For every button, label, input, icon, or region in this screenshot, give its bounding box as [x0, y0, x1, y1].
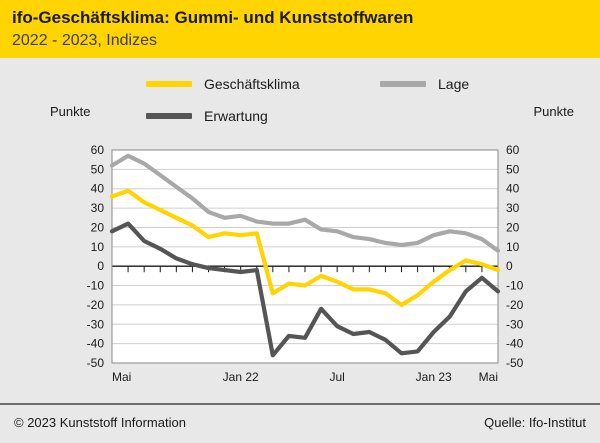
footer-copyright: © 2023 Kunststoff Information	[14, 415, 186, 430]
legend-item-erwartung	[146, 108, 268, 124]
y-tick-label-left: 50	[90, 162, 104, 177]
page-title: ifo-Geschäftsklima: Gummi- und Kunststoffwaren	[12, 8, 414, 27]
y-tick-label-left: 40	[90, 181, 104, 196]
footer-source: Quelle: Ifo-Institut	[484, 415, 586, 430]
y-tick-label-right: 40	[506, 181, 520, 196]
y-tick-label-left: -10	[86, 278, 104, 293]
legend-label-geschaeftsklima: Geschäftsklima	[204, 76, 300, 92]
legend-item-lage	[380, 76, 469, 92]
y-tick-label-right: 20	[506, 220, 520, 235]
y-tick-label-right: -40	[506, 336, 524, 351]
legend-label-erwartung: Erwartung	[204, 108, 268, 124]
header-banner	[0, 0, 600, 58]
y-tick-label-right: 0	[506, 259, 513, 274]
y-tick-label-right: 10	[506, 239, 520, 254]
y-tick-label-right: -10	[506, 278, 524, 293]
y-tick-label-right: -30	[506, 317, 524, 332]
footer-bar	[0, 403, 600, 443]
y-tick-label-right: 50	[506, 162, 520, 177]
chart-svg	[0, 128, 600, 393]
y-tick-label-left: 60	[90, 143, 104, 157]
y-tick-label-right: 60	[506, 143, 520, 157]
x-axis-label: Jan 23	[415, 370, 452, 384]
y-axis-unit-right: Punkte	[533, 104, 574, 119]
y-tick-label-right: -20	[506, 297, 524, 312]
legend-swatch-lage	[380, 81, 426, 87]
x-axis-label: Jul	[329, 370, 345, 384]
y-tick-label-right: -50	[506, 356, 524, 370]
x-axis-label: Mai	[112, 370, 132, 384]
legend-label-lage: Lage	[438, 76, 470, 92]
y-tick-label-right: 30	[506, 201, 520, 216]
legend-swatch-erwartung	[146, 113, 192, 119]
y-tick-label-left: 30	[90, 201, 104, 216]
y-tick-label-left: -20	[86, 297, 104, 312]
y-tick-label-left: 10	[90, 239, 104, 254]
y-axis-unit-left: Punkte	[50, 104, 91, 119]
y-tick-label-left: 20	[90, 220, 104, 235]
y-tick-label-left: -50	[86, 356, 104, 370]
legend-swatch-geschaeftsklima	[146, 81, 192, 87]
plot-area	[0, 128, 600, 393]
page-subtitle: 2022 - 2023, Indizes	[12, 32, 157, 49]
y-tick-label-left: -30	[86, 317, 104, 332]
x-axis-label: Mai	[478, 370, 498, 384]
x-axis-label: Jan 22	[222, 370, 259, 384]
legend-item-geschaeftsklima	[146, 76, 300, 92]
y-tick-label-left: -40	[86, 336, 104, 351]
y-tick-label-left: 0	[97, 259, 104, 274]
